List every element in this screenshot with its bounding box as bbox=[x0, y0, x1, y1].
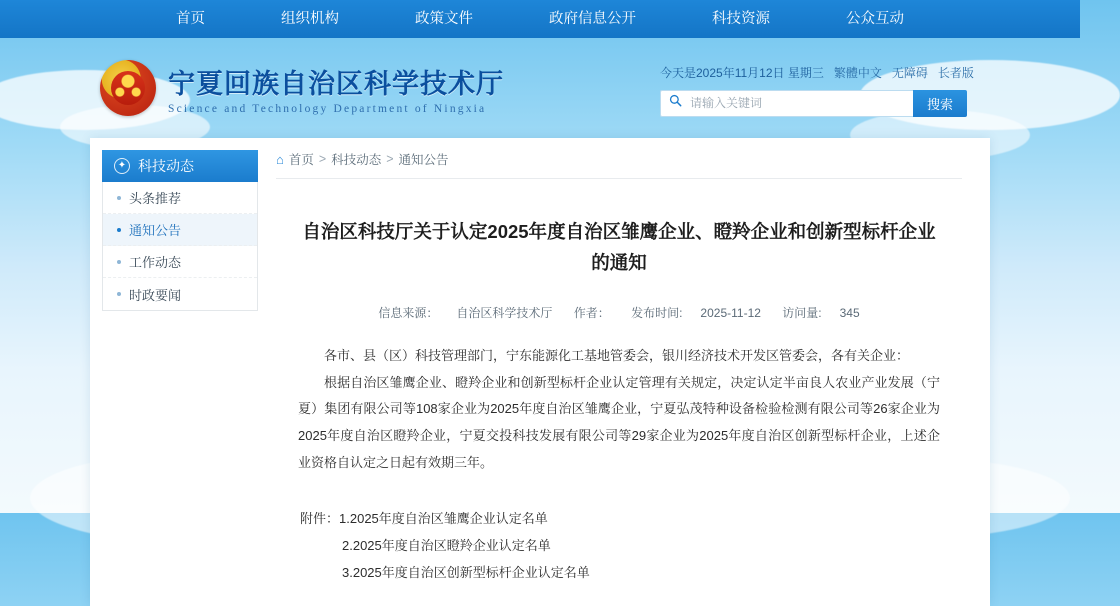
link-traditional-chinese[interactable]: 繁體中文 bbox=[833, 65, 882, 80]
article-title: 自治区科技厅关于认定2025年度自治区雏鹰企业、瞪羚企业和创新型标杆企业的通知 bbox=[302, 221, 936, 273]
content-card bbox=[90, 138, 990, 606]
nav-item-organization[interactable]: 组织机构 bbox=[281, 11, 339, 27]
today-date-text: 今天是2025年11月12日 星期三 bbox=[660, 65, 824, 80]
header-utilities bbox=[660, 64, 990, 117]
article-publish-time: 2025-11-12 bbox=[700, 306, 761, 321]
article-source-value: 自治区科学技术厅 bbox=[456, 306, 553, 321]
sidebar-item-label: 通知公告 bbox=[129, 223, 182, 238]
attachment-item-1[interactable]: 1.2025年度自治区雏鹰企业认定名单 bbox=[339, 511, 548, 527]
search-icon bbox=[669, 94, 682, 112]
article-paragraph: 各市、县（区）科技管理部门，宁东能源化工基地管委会，银川经济技术开发区管委会，各有关企业： bbox=[324, 348, 910, 364]
site-title-cn: 宁夏回族自治区科学技术厅 bbox=[168, 68, 504, 99]
bullet-icon bbox=[117, 196, 121, 200]
sidebar-header bbox=[102, 150, 258, 182]
breadcrumb-item-notices[interactable]: 通知公告 bbox=[398, 153, 449, 167]
sidebar-item-label: 时政要闻 bbox=[129, 287, 182, 303]
search-bar bbox=[660, 90, 967, 117]
site-header bbox=[0, 38, 1080, 138]
link-elder-version[interactable]: 长者版 bbox=[937, 65, 974, 80]
attachment-item-2[interactable]: 2.2025年度自治区瞪羚企业认定名单 bbox=[342, 537, 551, 553]
article-source-label: 信息来源： bbox=[378, 306, 439, 321]
article-views-value: 345 bbox=[839, 306, 860, 321]
sidebar-list bbox=[102, 182, 258, 311]
main-content bbox=[258, 138, 990, 606]
attachment-item-3[interactable]: 3.2025年度自治区创新型标杆企业认定名单 bbox=[342, 564, 590, 580]
nav-item-policy-documents[interactable]: 政策文件 bbox=[415, 11, 473, 27]
nav-item-home[interactable]: 首页 bbox=[176, 11, 205, 27]
home-icon: ⌂ bbox=[276, 151, 284, 167]
breadcrumb-separator: > bbox=[386, 152, 394, 166]
sidebar-item-work-updates[interactable] bbox=[103, 246, 257, 278]
attachments-label: 附件： bbox=[300, 511, 340, 527]
nav-item-government-info-disclosure[interactable]: 政府信息公开 bbox=[549, 11, 636, 27]
sidebar-item-label: 头条推荐 bbox=[129, 191, 182, 206]
breadcrumb-separator: > bbox=[318, 152, 327, 166]
header-meta-row bbox=[660, 64, 974, 81]
site-title-en: Science and Technology Department of Ningxia bbox=[168, 102, 487, 115]
nav-item-tech-resources[interactable]: 科技资源 bbox=[712, 11, 770, 27]
national-emblem-icon bbox=[100, 60, 156, 116]
search-field-wrapper[interactable] bbox=[660, 90, 913, 117]
breadcrumb-item-home[interactable]: 首页 bbox=[288, 153, 314, 167]
compass-icon: ✦ bbox=[114, 158, 130, 174]
article-meta bbox=[284, 304, 954, 321]
breadcrumb-item-tech-news[interactable]: 科技动态 bbox=[331, 153, 382, 167]
bullet-icon bbox=[117, 292, 121, 296]
sidebar-item-current-affairs[interactable] bbox=[103, 278, 257, 310]
article-author-label: 作者： bbox=[573, 306, 610, 321]
article-publish-label: 发布时间: bbox=[631, 306, 683, 321]
search-input[interactable] bbox=[688, 95, 905, 111]
breadcrumb bbox=[276, 150, 962, 179]
bullet-icon bbox=[117, 228, 121, 232]
article-paragraph: 根据自治区雏鹰企业、瞪羚企业和创新型标杆企业认定管理有关规定，决定认定半亩良人农业产业发展（宁夏）集团有限公司等108家企业为2025年度自治区雏鹰企业，宁夏弘茂特种设备检验检测有限公司等26家企业为2025年度自治区瞪羚企业，宁夏交投科技发展有限公司等29家企业为2025年度自治区创新型标杆企业，上述企业资格自认定之日起有效期三年。 bbox=[298, 374, 940, 470]
sidebar-header-label: 科技动态 bbox=[138, 158, 194, 174]
article bbox=[276, 217, 962, 586]
search-button[interactable]: 搜索 bbox=[913, 90, 967, 117]
sidebar-item-headline-recommend[interactable] bbox=[103, 182, 257, 214]
top-navigation bbox=[0, 0, 1080, 38]
article-views-label: 访问量: bbox=[782, 306, 822, 321]
article-body bbox=[284, 343, 954, 476]
nav-item-public-interaction[interactable]: 公众互动 bbox=[846, 11, 904, 27]
bullet-icon bbox=[117, 260, 121, 264]
sidebar-item-notices[interactable] bbox=[103, 214, 257, 246]
site-brand[interactable] bbox=[100, 60, 504, 116]
article-attachments bbox=[284, 506, 954, 586]
sidebar-item-label: 工作动态 bbox=[129, 255, 182, 270]
link-accessibility[interactable]: 无障碍 bbox=[891, 65, 928, 80]
sidebar bbox=[90, 138, 258, 606]
